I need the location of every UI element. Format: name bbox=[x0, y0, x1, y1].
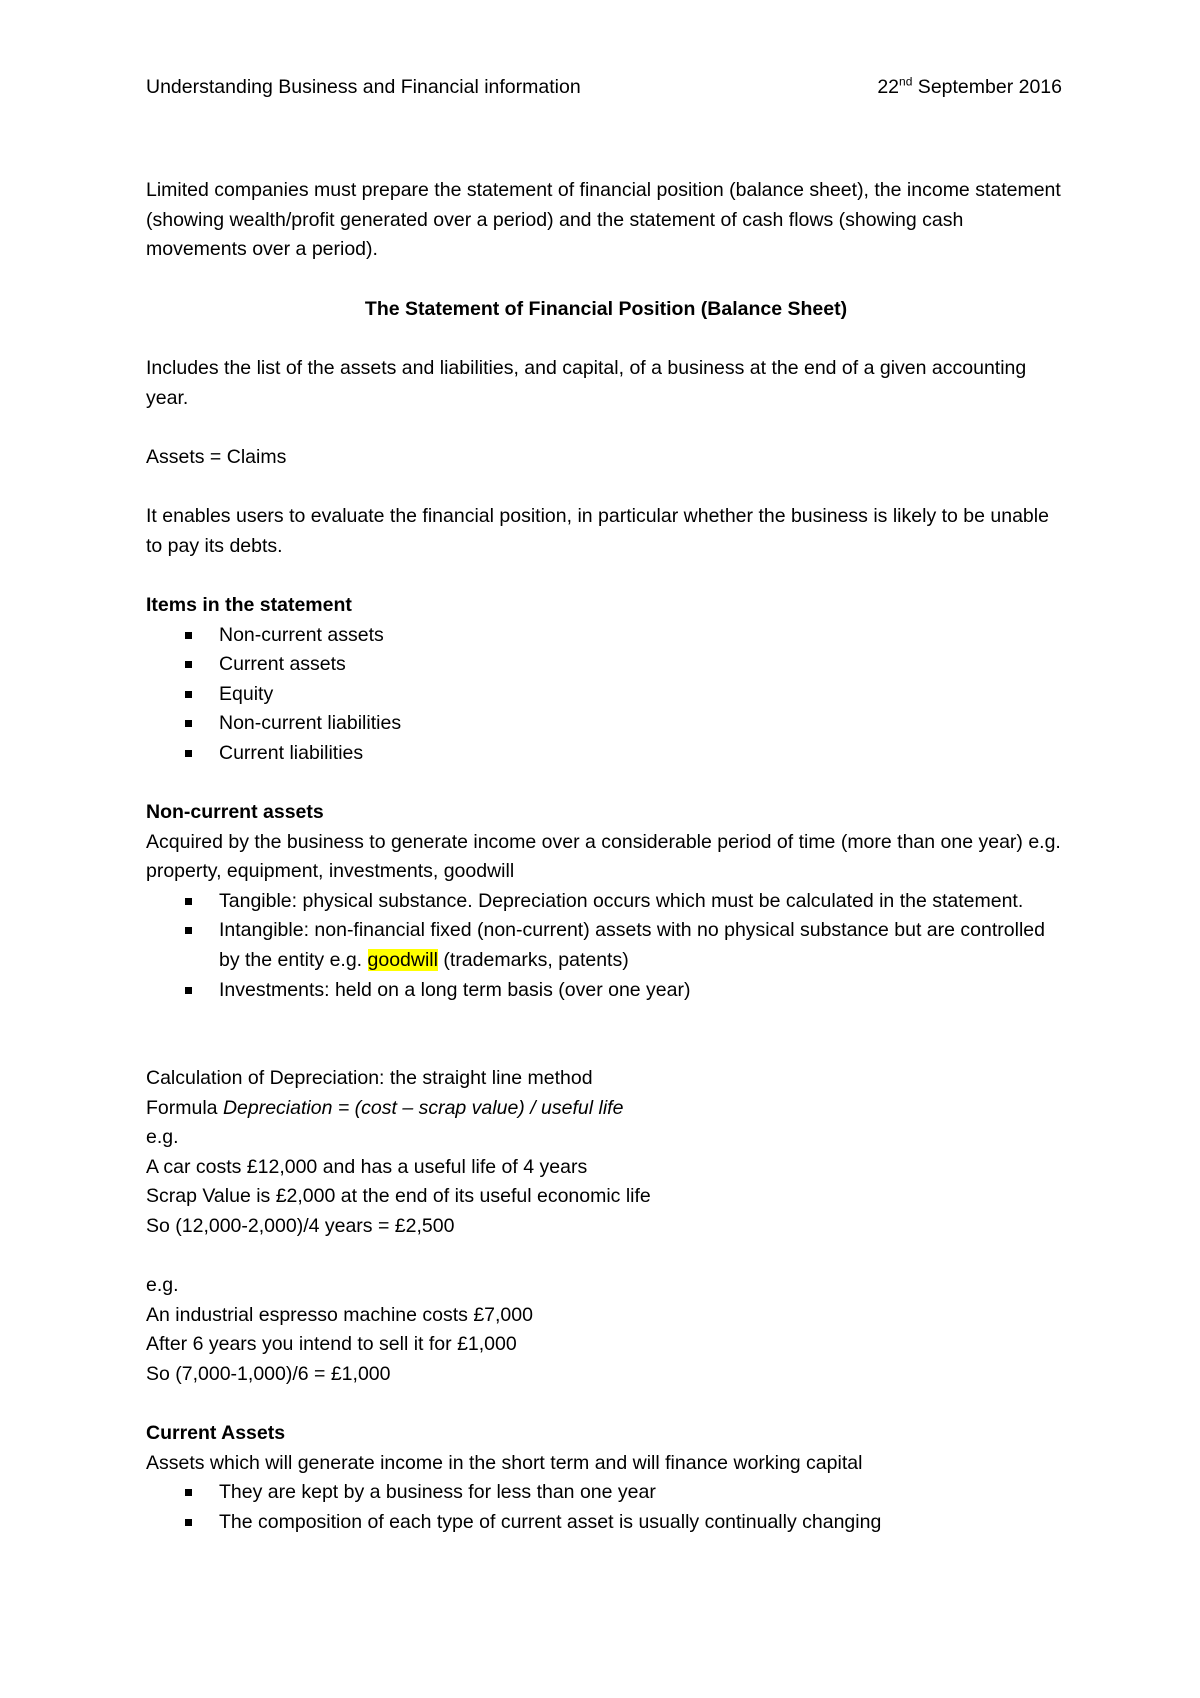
depreciation-heading: Calculation of Depreciation: the straight line method bbox=[146, 1067, 593, 1089]
square-bullet-icon bbox=[185, 927, 192, 934]
list-item: They are kept by a business for less than one year bbox=[219, 1478, 1066, 1508]
list-item: Equity bbox=[219, 680, 1066, 710]
list-item-investments: Investments: held on a long term basis (over one year) bbox=[219, 976, 1066, 1006]
current-assets-description: Assets which will generate income in the short term and will finance working capital bbox=[146, 1451, 863, 1474]
square-bullet-icon bbox=[185, 632, 192, 639]
square-bullet-icon bbox=[185, 898, 192, 905]
current-assets-section bbox=[146, 1419, 1066, 1537]
list-item: Current assets bbox=[219, 650, 1066, 680]
header-date bbox=[877, 72, 1062, 102]
noncurrent-list bbox=[146, 887, 1066, 1005]
noncurrent-section bbox=[146, 798, 1066, 1005]
items-list bbox=[146, 621, 1066, 769]
header-date-rest: September 2016 bbox=[912, 76, 1062, 98]
sfp-description: Includes the list of the assets and liabilities, and capital, of a business at the end of a given accounting year. bbox=[146, 357, 1027, 409]
example1-line: So (12,000-2,000)/4 years = £2,500 bbox=[146, 1214, 455, 1237]
depreciation-formula: Formula Depreciation = (cost – scrap value) / useful life bbox=[146, 1096, 624, 1119]
intro-paragraph: Limited companies must prepare the statement of financial position (balance sheet), the income statement (showing wealth/profit generated over a period) and the statement of cash flows (showing cash movements over a period). bbox=[146, 179, 1061, 261]
current-assets-list bbox=[146, 1478, 1066, 1537]
sfp-heading: The Statement of Financial Position (Balance Sheet) bbox=[364, 298, 848, 320]
noncurrent-description: Acquired by the business to generate income over a considerable period of time (more than one year) e.g. property, equipment, investments, goodwill bbox=[146, 830, 1061, 883]
header-date-suffix: nd bbox=[899, 74, 913, 89]
header-title: Understanding Business and Financial information bbox=[146, 76, 581, 98]
items-section bbox=[146, 591, 1066, 769]
header-date-day: 22 bbox=[877, 76, 900, 98]
square-bullet-icon bbox=[185, 720, 192, 727]
current-assets-heading: Current Assets bbox=[146, 1422, 286, 1444]
list-item-intangible: Intangible: non-financial fixed (non-current) assets with no physical substance but are controlled by the entity e.g. goodwill (trademarks, patents) bbox=[219, 916, 1066, 975]
list-item: Non-current liabilities bbox=[219, 709, 1066, 739]
example2-line: After 6 years you intend to sell it for £1,000 bbox=[146, 1333, 517, 1356]
square-bullet-icon bbox=[185, 987, 192, 994]
formula-text: Depreciation = (cost – scrap value) / useful life bbox=[222, 1096, 624, 1119]
example2-line: So (7,000-1,000)/6 = £1,000 bbox=[146, 1362, 391, 1385]
example1-line: Scrap Value is £2,000 at the end of its useful economic life bbox=[146, 1185, 651, 1208]
example2-label: e.g. bbox=[146, 1274, 179, 1296]
square-bullet-icon bbox=[185, 691, 192, 698]
square-bullet-icon bbox=[185, 1489, 192, 1496]
purpose-paragraph: It enables users to evaluate the financial position, in particular whether the business is likely to be unable to pay its debts. bbox=[146, 505, 1049, 557]
page-header bbox=[146, 72, 1062, 102]
example2-section bbox=[146, 1271, 1066, 1389]
list-item-tangible: Tangible: physical substance. Depreciation occurs which must be calculated in the statement. bbox=[219, 887, 1066, 917]
example2-line: An industrial espresso machine costs £7,000 bbox=[146, 1303, 533, 1326]
assets-claims-equation: Assets = Claims bbox=[146, 446, 287, 468]
square-bullet-icon bbox=[185, 750, 192, 757]
list-item: Non-current assets bbox=[219, 621, 1066, 651]
goodwill-highlight: goodwill bbox=[367, 948, 438, 971]
list-item: The composition of each type of current asset is usually continually changing bbox=[219, 1508, 1066, 1538]
square-bullet-icon bbox=[185, 1519, 192, 1526]
example1-label: e.g. bbox=[146, 1126, 179, 1149]
items-heading: Items in the statement bbox=[146, 594, 352, 616]
list-item: Current liabilities bbox=[219, 739, 1066, 769]
noncurrent-heading: Non-current assets bbox=[146, 801, 324, 823]
example1-line: A car costs £12,000 and has a useful life of 4 years bbox=[146, 1155, 588, 1178]
square-bullet-icon bbox=[185, 661, 192, 668]
depreciation-section bbox=[146, 1064, 1066, 1242]
